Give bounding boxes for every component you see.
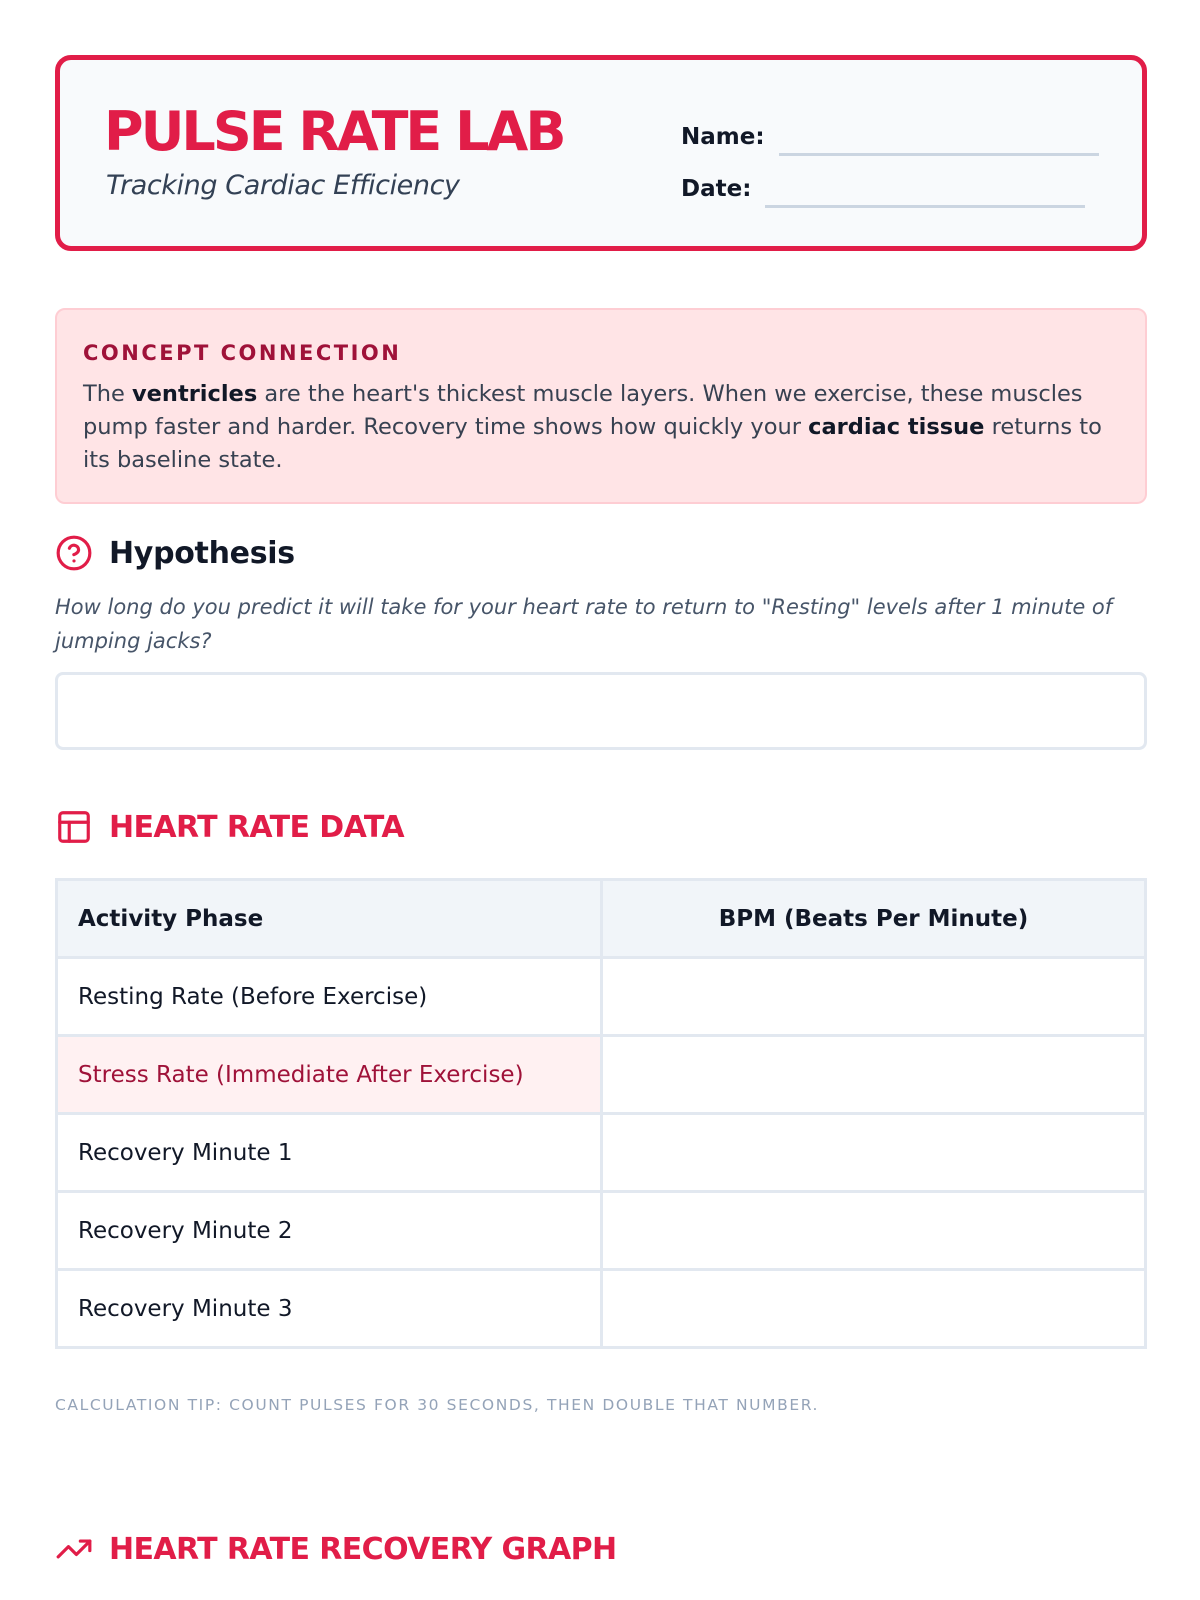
trending-up-icon — [55, 1530, 93, 1568]
table-row — [57, 1114, 1146, 1192]
phase-cell: Recovery Minute 2 — [57, 1192, 602, 1270]
concept-term-ventricles: ventricles — [132, 381, 258, 407]
bpm-input-cell[interactable] — [602, 1270, 1146, 1348]
phase-cell: Recovery Minute 1 — [57, 1114, 602, 1192]
question-circle-icon — [55, 534, 93, 572]
recovery-graph-title: HEART RATE RECOVERY GRAPH — [109, 1531, 617, 1567]
hypothesis-title: Hypothesis — [109, 535, 295, 571]
page-subtitle: Tracking Cardiac Efficiency — [106, 170, 460, 201]
header-card — [55, 55, 1147, 251]
heart-rate-data-title: HEART RATE DATA — [109, 809, 405, 845]
concept-connection-box — [55, 308, 1147, 504]
table-row — [57, 958, 1146, 1036]
concept-text — [83, 378, 1119, 477]
hypothesis-header — [55, 534, 295, 572]
bpm-input-cell[interactable] — [602, 1192, 1146, 1270]
calculation-tip: CALCULATION TIP: COUNT PULSES FOR 30 SECONDS, THEN DOUBLE THAT NUMBER. — [55, 1396, 820, 1414]
heart-rate-table — [55, 878, 1147, 1349]
table-row — [57, 1192, 1146, 1270]
phase-cell: Stress Rate (Immediate After Exercise) — [57, 1036, 602, 1114]
concept-text-part: returns to its baseline state. — [83, 414, 1102, 473]
date-field[interactable] — [681, 164, 1085, 204]
heart-rate-data-header — [55, 808, 404, 846]
table-row — [57, 1036, 1146, 1114]
bpm-input-cell[interactable] — [602, 958, 1146, 1036]
table-header-row — [57, 880, 1146, 958]
concept-text-part: are the heart's thickest muscle layers. When we exercise, these muscles pump faster and harder. Recovery time shows how quickly your — [83, 381, 1083, 440]
phase-cell: Resting Rate (Before Exercise) — [57, 958, 602, 1036]
table-row — [57, 1270, 1146, 1348]
concept-heading: CONCEPT CONNECTION — [83, 341, 402, 365]
date-input-line[interactable] — [765, 205, 1085, 208]
bpm-input-cell[interactable] — [602, 1036, 1146, 1114]
column-header-activity-phase: Activity Phase — [57, 880, 602, 958]
name-field[interactable] — [681, 112, 1099, 152]
concept-term-cardiac-tissue: cardiac tissue — [808, 414, 985, 440]
concept-text-part: The — [83, 381, 132, 407]
column-header-bpm: BPM (Beats Per Minute) — [602, 880, 1146, 958]
page-title: PULSE RATE LAB — [104, 100, 564, 163]
phase-cell: Recovery Minute 3 — [57, 1270, 602, 1348]
table-icon — [55, 808, 93, 846]
name-input-line[interactable] — [779, 153, 1099, 156]
date-label: Date: — [681, 176, 752, 202]
hypothesis-question: How long do you predict it will take for your heart rate to return to "Resting" levels after 1 minute of jumping jacks? — [55, 595, 1113, 653]
hypothesis-answer-box[interactable] — [55, 672, 1147, 750]
bpm-input-cell[interactable] — [602, 1114, 1146, 1192]
recovery-graph-header — [55, 1530, 617, 1568]
name-label: Name: — [681, 124, 765, 150]
